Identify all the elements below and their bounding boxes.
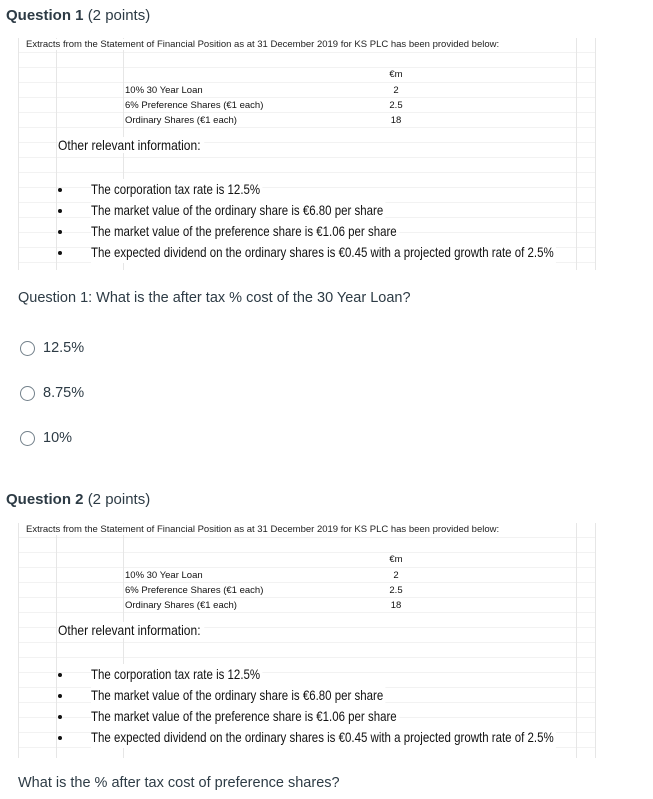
question-2-header bbox=[6, 491, 150, 508]
question-1-prompt: Question 1: What is the after tax % cost of the 30 Year Loan? bbox=[18, 290, 411, 306]
answer-option-1[interactable] bbox=[20, 338, 84, 358]
radio-button[interactable] bbox=[20, 386, 35, 401]
table-row bbox=[123, 83, 413, 98]
item-value: 2 bbox=[393, 85, 399, 96]
item-value: 18 bbox=[390, 600, 402, 611]
item-label: 10% 30 Year Loan bbox=[125, 85, 203, 96]
bullet-icon bbox=[58, 209, 62, 213]
bullet-text: The market value of the ordinary share is €6.80 per share bbox=[91, 685, 386, 706]
bullet-icon bbox=[58, 694, 62, 698]
radio-button[interactable] bbox=[20, 431, 35, 446]
question-2-points: (2 points) bbox=[87, 491, 151, 508]
bullet-icon bbox=[58, 715, 62, 719]
item-label: Ordinary Shares (€1 each) bbox=[125, 115, 237, 126]
item-value: 2 bbox=[393, 570, 399, 581]
option-label[interactable]: 10% bbox=[43, 430, 73, 446]
answer-option-2[interactable] bbox=[20, 383, 84, 403]
bullet-text: The market value of the ordinary share is €6.80 per share bbox=[91, 200, 386, 221]
item-label: 6% Preference Shares (€1 each) bbox=[125, 585, 264, 596]
question-1-header bbox=[6, 7, 150, 24]
item-label: Ordinary Shares (€1 each) bbox=[125, 600, 237, 611]
item-label: 10% 30 Year Loan bbox=[125, 570, 203, 581]
bullet-icon bbox=[58, 188, 62, 192]
bullet-text: The expected dividend on the ordinary shares is €0.45 with a projected growth rate of 2.5% bbox=[91, 727, 556, 748]
table-row bbox=[123, 113, 413, 128]
question-1-number: Question 1 bbox=[6, 7, 84, 24]
question-2-spreadsheet-image bbox=[18, 523, 596, 758]
question-2-other-info-title: Other relevant information: bbox=[58, 622, 204, 638]
unit-header: €m bbox=[389, 69, 403, 80]
question-1-spreadsheet-image bbox=[18, 38, 596, 270]
question-1-points: (2 points) bbox=[87, 7, 151, 24]
question-2-number: Question 2 bbox=[6, 491, 84, 508]
table-row bbox=[123, 568, 413, 583]
bullet-icon bbox=[58, 736, 62, 740]
bullet-text: The corporation tax rate is 12.5% bbox=[91, 179, 263, 200]
table-row bbox=[123, 598, 413, 613]
bullet-icon bbox=[58, 230, 62, 234]
question-2-extract-title: Extracts from the Statement of Financial Position as at 31 December 2019 for KS PLC has been provided below: bbox=[26, 524, 503, 535]
item-value: 2.5 bbox=[389, 100, 403, 111]
bullet-icon bbox=[58, 673, 62, 677]
bullet-icon bbox=[58, 251, 62, 255]
option-label[interactable]: 8.75% bbox=[43, 385, 85, 401]
question-1-extract-title: Extracts from the Statement of Financial Position as at 31 December 2019 for KS PLC has been provided below: bbox=[26, 39, 503, 50]
radio-button[interactable] bbox=[20, 341, 35, 356]
item-value: 18 bbox=[390, 115, 402, 126]
item-label: 6% Preference Shares (€1 each) bbox=[125, 100, 264, 111]
bullet-text: The market value of the preference share is €1.06 per share bbox=[91, 706, 399, 727]
table-row bbox=[123, 98, 413, 113]
item-value: 2.5 bbox=[389, 585, 403, 596]
bullet-text: The market value of the preference share is €1.06 per share bbox=[91, 221, 399, 242]
question-1-other-info-title: Other relevant information: bbox=[58, 137, 204, 153]
option-label[interactable]: 12.5% bbox=[43, 340, 85, 356]
unit-header: €m bbox=[389, 554, 403, 565]
bullet-text: The corporation tax rate is 12.5% bbox=[91, 664, 263, 685]
question-2-prompt: What is the % after tax cost of preference shares? bbox=[18, 775, 340, 791]
table-row bbox=[123, 583, 413, 598]
bullet-text: The expected dividend on the ordinary shares is €0.45 with a projected growth rate of 2.5% bbox=[91, 242, 556, 263]
answer-option-3[interactable] bbox=[20, 428, 72, 448]
